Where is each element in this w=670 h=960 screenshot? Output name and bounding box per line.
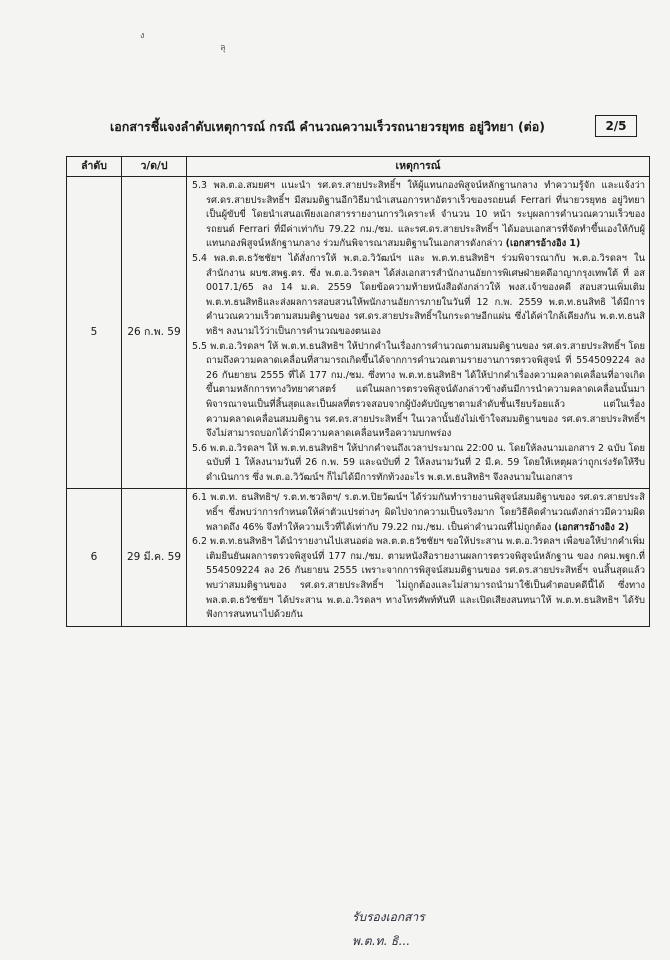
- stray-mark: ง: [140, 31, 145, 41]
- column-header-event: เหตุการณ์: [187, 157, 650, 177]
- event-text: 5.3 พล.ต.อ.สมยศฯ แนะนำ รศ.ดร.สายประสิทธิ์ฯ ให้ผู้แทนกองพิสูจน์หลักฐานกลาง ทำความรู้จัก และแจ้งว่า รศ.ดร.สายประสิทธิ์ฯ มีสมมติฐานอีกวิธีมานำเสนอการหาอัตราเร็วของรถยนต์ Ferrari ที่นายวรยุทธ อยู่วิทยา เป็นผู้ขับขี่ โดยนำเสนอเพียงเอกสารรายงานการวิเคราะห์ จำนวน 10 หน้า ระบุผลการคำนวณความเร็วของรถยนต์ Ferrari ที่มีค่าเท่ากับ 79.22 กม./ชม. และรศ.ดร.สายประสิทธิ์ฯ ได้มอบเอกสารที่จัดทำขึ้นเองให้กับผู้แทนกองพิสูจน์หลักฐานกลาง ร่วมกันพิจารณาสมมติฐานในเอกสารดังกล่าว: [192, 180, 645, 250]
- row-seq: 5: [67, 177, 122, 489]
- event-text: 6.1 พ.ต.ท. ธนสิทธิฯ/ ร.ต.ท.ชวลิตฯ/ ร.ต.ท.ปิยวัฒน์ฯ ได้ร่วมกันทำรายงานพิสูจน์สมมติฐานของ รศ.ดร.สายประสิทธิ์ฯ ซึ่งพบว่าการกำหนดให้ค่าตัวแปรต่างๆ ผิดไปจากความเป็นจริงมาก โดยวิธีคิดคำนวณดังกล่าวมีความผิดพลาดถึง 46% จึงทำให้ความเร็วที่ได้เท่ากับ 79.22 กม./ชม. เป็นค่าคำนวณที่ไม่ถูกต้อง: [192, 492, 645, 533]
- row-date: 29 มี.ค. 59: [122, 489, 187, 626]
- event-text: 5.4 พล.ต.ต.ธวัชชัยฯ ได้สั่งการให้ พ.ต.อ.วิวัฒน์ฯ และ พ.ต.ท.ธนสิทธิฯ ร่วมพิจารณากับ พ.ต.อ.วิรดลฯ ในสำนักงาน ผบช.สพฐ.ตร. ซึ่ง พ.ต.อ.วิรดลฯ ได้ส่งเอกสารสำนักงานอัยการพิเศษฝ่ายคดีอาญากรุงเทพใต้ ที่ อส 0017.1/65 ลง 14 ม.ค. 2559 โดยข้อความท้ายหนังสือดังกล่าวให้ พงส.เจ้าของคดี สอบสวนเพิ่มเติมพ.ต.ท.ธนสิทธิและส่งผลการสอบสวนให้พนักงานอัยการภายในวันที่ 12 ก.พ. 2559 พ.ต.ท.ธนสิทธิ ได้มีการคำนวณความเร็วตามสมมติฐานของ รศ.ดร.สายประสิทธิ์ฯในกระดาษอีกแผ่น ซึ่งได้ค่าใกล้เคียงกัน พ.ต.ท.ธนสิทธิฯ ลงนามไว้ว่าเป็นการคำนวณของตนเอง: [192, 252, 645, 337]
- document-title: เอกสารชี้แจงลำดับเหตุการณ์ กรณี คำนวณความเร็วรถนายวรยุทธ อยู่วิทยา (ต่อ): [110, 119, 545, 134]
- event-entry: [192, 340, 645, 442]
- page-number-box: 2/5: [595, 115, 637, 137]
- handwritten-signature: พ.ต.ท. ธิ...: [352, 934, 410, 948]
- event-text: 5.5 พ.ต.อ.วิรดลฯ ให้ พ.ต.ท.ธนสิทธิฯ ให้ปากคำในเรื่องการคำนวณตามสมมติฐานของ รศ.ดร.สายประสิทธิ์ฯ โดยถามถึงความคลาดเคลื่อนที่สามารถเกิดขึ้นได้จากการคำนวณตามรายงานการตรวจพิสูจน์ ที่ 554509224 ลง 26 กันยายน 2555 ที่ได้ 177 กม./ชม. ซึ่งทาง พ.ต.ท.ธนสิทธิฯ ได้ให้ปากคำเรื่องความคลาดเคลื่อนที่อาจเกิดขึ้นตามหลักการทางวิทยาศาสตร์ แต่ในผลการตรวจพิสูจน์ดังกล่าวข้างต้นมีการนำความคลาดเคลื่อนนั้นมาพิจารณาจนเป็นที่สิ้นสุดและเป็นผลที่ตรวจสอบจากผู้บังคับบัญชาตามลำดับชั้นเรียบร้อยแล้ว แต่ในเรื่องความคลาดเคลื่อนสมมติฐาน รศ.ดร.สายประสิทธิ์ฯ ในเวลานั้นยังไม่เข้าใจสมมติฐานของ รศ.ดร.สายประสิทธิ์ฯ จึงไม่สามารถบอกได้ว่ามีความคลาดเคลื่อนหรือความบกพร่อง: [192, 340, 645, 440]
- event-reference: (เอกสารอ้างอิง 2): [554, 521, 629, 533]
- events-table: [66, 156, 650, 627]
- row-date: 26 ก.พ. 59: [122, 177, 187, 489]
- event-entry: [192, 179, 645, 252]
- event-entry: [192, 252, 645, 340]
- table-row: [67, 489, 650, 626]
- handwritten-certification: รับรองเอกสาร: [352, 910, 425, 924]
- stray-mark: ลุ: [220, 43, 226, 53]
- row-seq: 6: [67, 489, 122, 626]
- column-header-seq: ลำดับ: [67, 157, 122, 177]
- event-entry: [192, 535, 645, 623]
- event-text: 6.2 พ.ต.ท.ธนสิทธิฯ ได้นำรายงานไปเสนอต่อ พล.ต.ต.ธวัชชัยฯ ขอให้ประสาน พ.ต.อ.วิรดลฯ เพื่อขอให้ปากคำเพิ่มเติมยืนยันผลการตรวจพิสูจน์ที่ 177 กม./ชม. ตามหนังสือรายงานผลการตรวจพิสูจน์หลักฐาน ของ กคม.พฐก.ที่ 554509224 ลง 26 กันยายน 2555 เพราะจากการพิสูจน์สมมติฐานของ รศ.ดร.สายประสิทธิ์ฯ จนสิ้นสุดแล้ว พบว่าสมมติฐานของ รศ.ดร.สายประสิทธิ์ฯ ไม่ถูกต้องและไม่สามารถนำมาใช้เป็นคำตอบคดีนี้ได้ ซึ่งทางพล.ต.ต.ธวัชชัยฯ ได้ประสาน พ.ต.อ.วิรดลฯ ทางโทรศัพท์ทันที และเปิดเสียงสนทนาให้ พ.ต.ท.ธนสิทธิฯ ได้รับฟังการสนทนาไปด้วยกัน: [192, 536, 645, 621]
- row-events: [187, 489, 650, 626]
- event-entry: [192, 442, 645, 486]
- event-entry: [192, 491, 645, 535]
- table-row: [67, 177, 650, 489]
- table-header-row: [67, 157, 650, 177]
- column-header-date: ว/ด/ป: [122, 157, 187, 177]
- row-events: [187, 177, 650, 489]
- event-reference: (เอกสารอ้างอิง 1): [505, 238, 581, 250]
- event-text: 5.6 พ.ต.อ.วิรดลฯ ให้ พ.ต.ท.ธนสิทธิฯ ให้ปากคำจนถึงเวลาประมาณ 22:00 น. โดยให้ลงนามเอกสาร 2 ฉบับ โดยฉบับที่ 1 ให้ลงนามวันที่ 26 ก.พ. 59 และฉบับที่ 2 ให้ลงนามวันที่ 2 มี.ค. 59 โดยให้เหตุผลว่าถูกเร่งรัดให้รีบดำเนินการ ซึ่ง พ.ต.อ.วิวัฒน์ฯ ก็ไม่ได้มีการทักท้วงอะไร พ.ต.ท.ธนสิทธิฯ จึงลงนามในเอกสาร: [192, 442, 645, 483]
